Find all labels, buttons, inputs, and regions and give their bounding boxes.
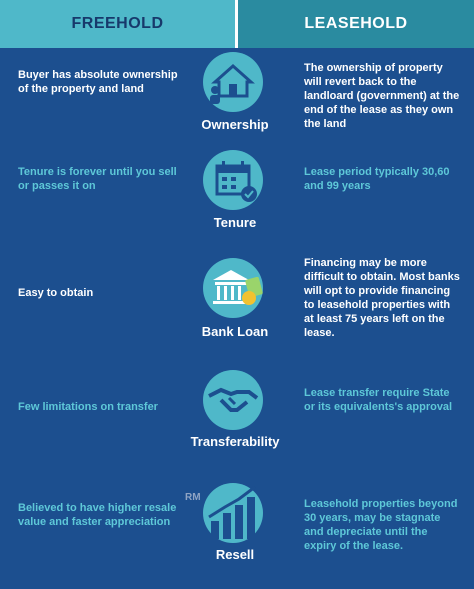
freehold-ownership-text: Buyer has absolute ownership of the property and land xyxy=(18,69,178,95)
tenure-label: Tenure xyxy=(213,215,257,230)
transferability-label: Transferability xyxy=(190,434,280,449)
leasehold-tenure-text: Lease period typically 30,60 and 99 years xyxy=(304,166,450,192)
house-ownership-icon xyxy=(203,52,263,112)
leasehold-bank-loan-text: Financing may be more difficult to obtain. Most banks will opt to provide financing to leasehold properties with at least 75 years left on the lease. xyxy=(304,257,460,339)
calendar-check-icon xyxy=(203,150,263,210)
bank-loan-label: Bank Loan xyxy=(201,324,269,339)
comparison-header xyxy=(0,0,474,48)
freehold-header: FREEHOLD xyxy=(0,0,235,48)
freehold-resell-text: Believed to have higher resale value and faster appreciation xyxy=(18,502,177,528)
resell-label: Resell xyxy=(215,547,255,562)
rising-bar-chart-icon xyxy=(203,483,263,543)
leasehold-transferability-text: Lease transfer require State or its equivalents's approval xyxy=(304,387,453,413)
leasehold-header: LEASEHOLD xyxy=(238,0,474,48)
ownership-label: Ownership xyxy=(201,117,269,132)
freehold-bank-loan-text: Easy to obtain xyxy=(18,287,94,299)
bank-money-icon xyxy=(203,258,263,318)
rm-currency-mark: RM xyxy=(185,492,201,503)
leasehold-resell-text: Leasehold properties beyond 30 years, may be stagnate and depreciate until the expiry of the lease. xyxy=(304,498,458,552)
freehold-transferability-text: Few limitations on transfer xyxy=(18,401,158,413)
freehold-tenure-text: Tenure is forever until you sell or passes it on xyxy=(18,166,177,192)
leasehold-ownership-text: The ownership of property will revert back to the landloard (government) at the end of the lease as they own the land xyxy=(304,62,460,130)
handshake-icon xyxy=(203,370,263,430)
